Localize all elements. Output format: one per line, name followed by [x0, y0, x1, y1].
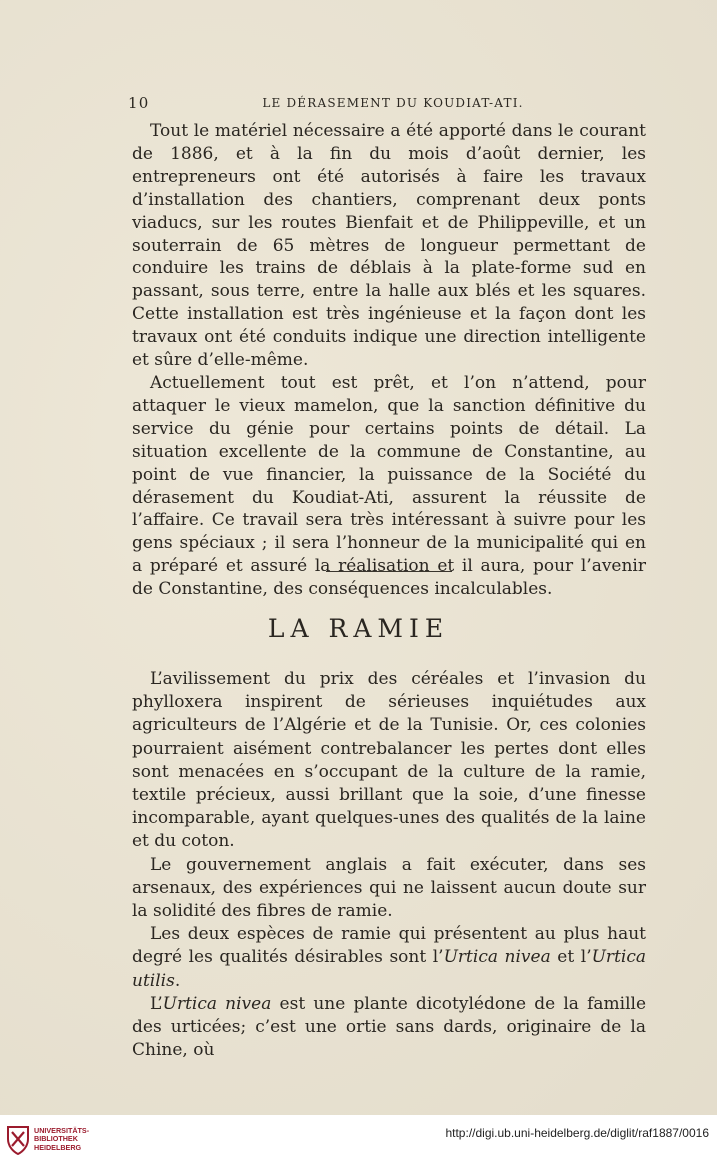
- footer-bar: [0, 1115, 717, 1168]
- p3-term-urtica-nivea: Urtica nivea: [443, 947, 551, 968]
- article-2-paragraph-3: [132, 923, 646, 993]
- library-name-line-2: BIBLIOTHEK: [34, 1134, 78, 1144]
- heidelberg-seal-icon: [6, 1125, 30, 1155]
- library-name-line-3: HEIDELBERG: [34, 1142, 82, 1152]
- article-2-paragraph-4: [132, 993, 646, 1063]
- library-logo[interactable]: [6, 1123, 91, 1159]
- article-2-body: [132, 668, 646, 1062]
- p3-term-urtica-utilis: Urtica utilis: [132, 947, 646, 991]
- p3-text-after: .: [174, 970, 181, 991]
- library-name: [34, 1127, 89, 1152]
- source-url[interactable]: http://digi.ub.uni-heidelberg.de/diglit/raf1887/0016: [445, 1126, 709, 1140]
- article-2-paragraph-2: Le gouvernement anglais a fait exécuter, dans ses arsenaux, des expériences qui ne laissent aucun doute sur la solidité des fibres de ramie.: [132, 854, 646, 922]
- p4-term-urtica-nivea: Urtica nivea: [162, 993, 272, 1014]
- p4-text-before: L’: [150, 993, 163, 1014]
- p4-text-after: est une plante dicotylédone de la famille des urticées; c’est une ortie sans dards, originaire de la Chine, où: [132, 993, 647, 1061]
- library-name-line-1: UNIVERSITÄTS-: [34, 1126, 90, 1135]
- article-1-paragraph-2: Actuellement tout est prêt, et l’on n’attend, pour attaquer le vieux mamelon, que la sanction définitive du service du génie pour certains points de détail. La situation excellente de la commune de Constantine, au point de vue financier, la puissance de la Société du dérasement du Koudiat-Ati, assurent la réussite de l’affaire. Ce travail sera très intéressant à suivre pour les gens spéciaux ; il sera l’honneur de la municipalité qui en a préparé et assuré la réalisation et il aura, pour l’avenir de Constantine, des conséquences incalculables.: [132, 372, 646, 600]
- section-title: LA RAMIE: [267, 614, 450, 643]
- page-number: 10: [128, 94, 150, 112]
- article-1-body: [132, 120, 646, 601]
- article-2-paragraph-1: L’avilissement du prix des céréales et l’invasion du phylloxera inspirent de sérieuses inquiétudes aux agriculteurs de l’Algérie et de la Tunisie. Or, ces colonies pourraient aisément contrebalancer les pertes dont elles sont menacées en s’occupant de la culture de la ramie, textile précieux, aussi brillant que la soie, d’une finesse incomparable, ayant quelques-unes des qualités de la laine et du coton.: [132, 669, 646, 852]
- p3-text-before: Les deux espèces de ramie qui présentent au plus haut degré les qualités désirables sont l’: [132, 924, 646, 968]
- running-title: LE DÉRASEMENT DU KOUDIAT-ATI.: [262, 96, 524, 110]
- section-divider: [326, 571, 452, 572]
- running-header: [128, 94, 588, 114]
- p3-text-middle: et l’: [550, 947, 592, 968]
- article-1-paragraph-1: Tout le matériel nécessaire a été apporté dans le courant de 1886, et à la fin du mois d’août dernier, les entrepreneurs ont été autorisés à faire les travaux d’installation des chantiers, comprenant deux ponts viaducs, sur les routes Bienfait et de Philippeville, et un souterrain de 65 mètres de longueur permettant de conduire les trains de déblais à la plate-forme sud en passant, sous terre, entre la halle aux blés et les squares. Cette installation est très ingénieuse et la façon dont les travaux ont été conduits indique une direction intelligente et sûre d’elle-même.: [132, 121, 646, 371]
